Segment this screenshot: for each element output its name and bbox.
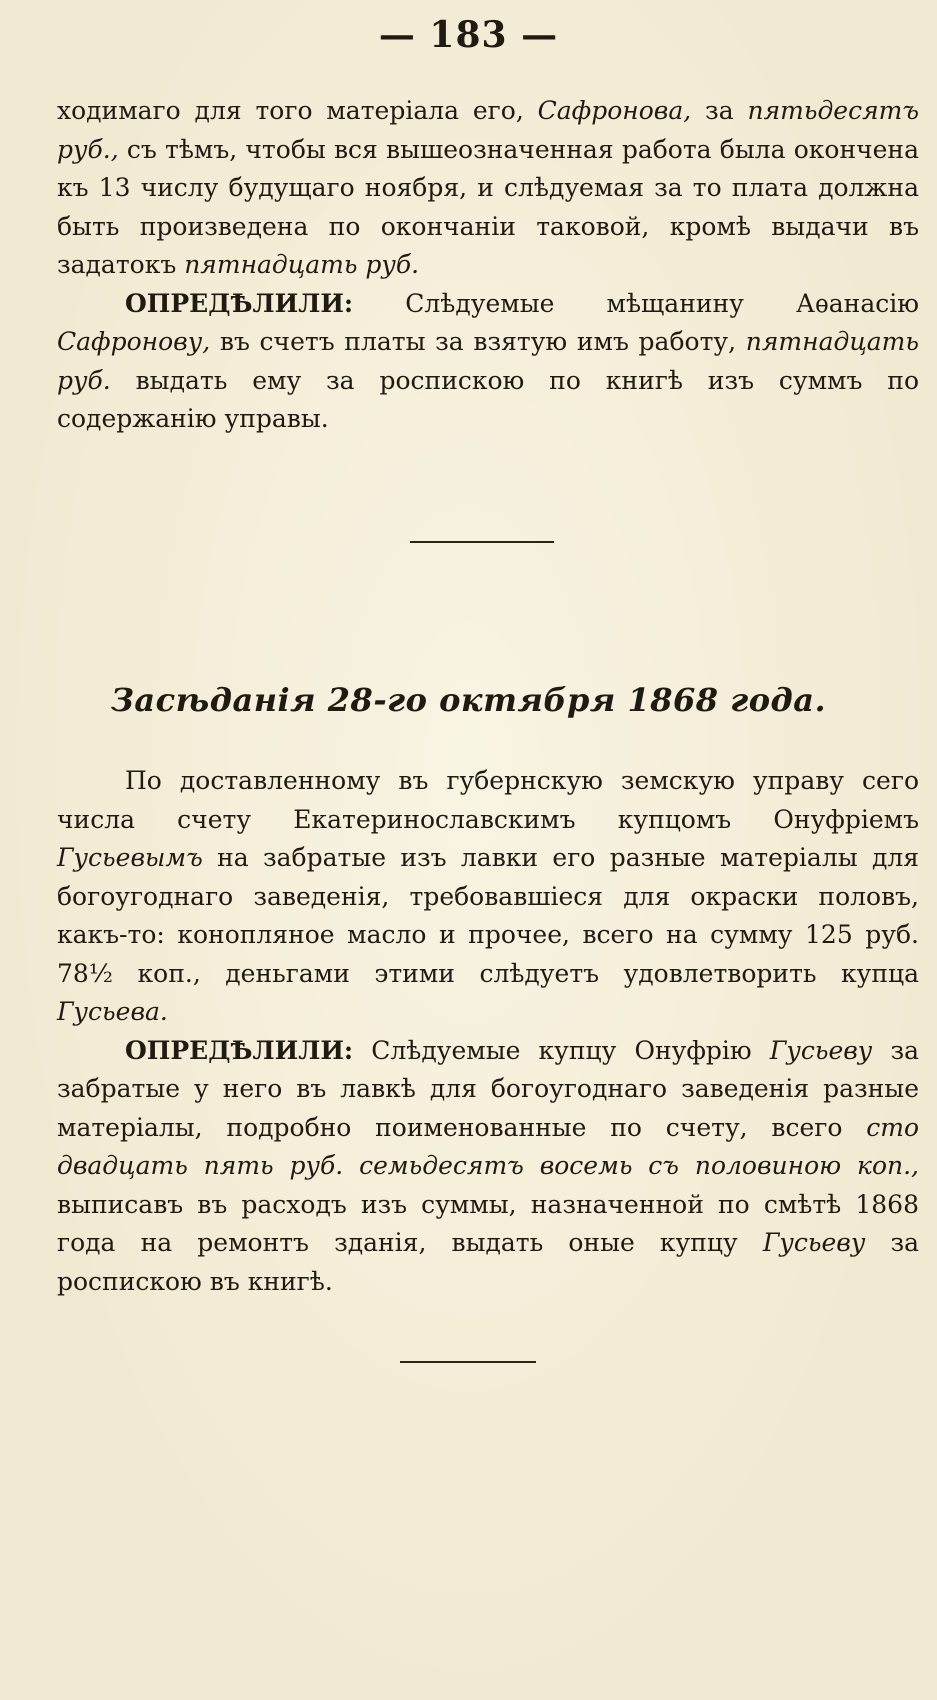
text-run: за забратые у него въ лавкѣ для богоугоднаго заведенія разные матеріалы, подробно поименованные по счету, всего bbox=[57, 1035, 919, 1142]
italic-name: Гусьевымъ bbox=[57, 843, 203, 872]
text-run: выдать ему за роспискою по книгѣ изъ суммъ по содержанію управы. bbox=[57, 365, 919, 433]
italic-name: Гусьева. bbox=[57, 997, 168, 1026]
italic-amount: пятьдесятъ руб., bbox=[57, 96, 920, 164]
end-divider bbox=[400, 1361, 536, 1363]
italic-amount: пятнадцать руб. bbox=[57, 327, 919, 395]
text-run: на забратые изъ лавки его разные матеріалы для богоугоднаго заведенія, требовавшіеся для окраски половъ, какъ-то: конопляное масло и прочее, всего на сумму 125 руб. 78½ коп., деньгами этими слѣдуетъ удовлетворить купца bbox=[57, 843, 919, 988]
text-run: Слѣдуемые мѣщанину Аѳанасію bbox=[353, 288, 919, 318]
text-run: По доставленному въ губернскую земскую управу сего числа счету Екатеринославскимъ купцомъ Онуфріемъ bbox=[57, 766, 919, 834]
italic-name: Гусьеву bbox=[769, 1035, 873, 1065]
text-run: въ счетъ платы за взятую имъ работу, bbox=[210, 327, 746, 356]
text-run: съ тѣмъ, чтобы вся вышеозначенная работа была окончена къ 13 числу будущаго ноября, и слѣдуемая за то плата должна быть произведена по окончаніи таковой, кромѣ выдачи въ задатокъ bbox=[57, 134, 919, 279]
session-heading: Засѣданія 28-го октября 1868 года. bbox=[110, 681, 827, 719]
section-divider bbox=[410, 541, 554, 543]
paragraph-account bbox=[57, 762, 919, 1032]
italic-name: Сафронова, bbox=[537, 96, 692, 125]
italic-name: Гусьеву bbox=[762, 1228, 866, 1257]
text-run: выписавъ въ расходъ изъ суммы, назначенной по смѣтѣ 1868 года на ремонтъ зданія, выдать оные купцу bbox=[57, 1189, 919, 1257]
text-run: Слѣдуемые купцу Онуфрію bbox=[353, 1035, 770, 1065]
text-run: за bbox=[691, 96, 748, 125]
resolution-lead: ОПРЕДѢЛИЛИ: bbox=[125, 288, 354, 318]
resolution-lead: ОПРЕДѢЛИЛИ: bbox=[125, 1035, 354, 1065]
text-run: ходимаго для того матеріала его, bbox=[57, 96, 538, 125]
italic-amount: пятнадцать руб. bbox=[184, 250, 420, 279]
paragraph-resolution bbox=[57, 285, 919, 439]
paragraph-resolution bbox=[57, 1032, 919, 1302]
section-2-text bbox=[57, 762, 919, 1301]
text-run: за роспискою въ книгѣ. bbox=[57, 1228, 919, 1296]
italic-name: Сафронову, bbox=[57, 327, 211, 356]
paragraph-continuation bbox=[57, 92, 919, 285]
italic-amount: сто двадцать пять руб. семьдесятъ восемь съ половиною коп., bbox=[57, 1112, 919, 1180]
page-number: — 183 — bbox=[378, 14, 559, 56]
section-1-text bbox=[57, 92, 919, 439]
